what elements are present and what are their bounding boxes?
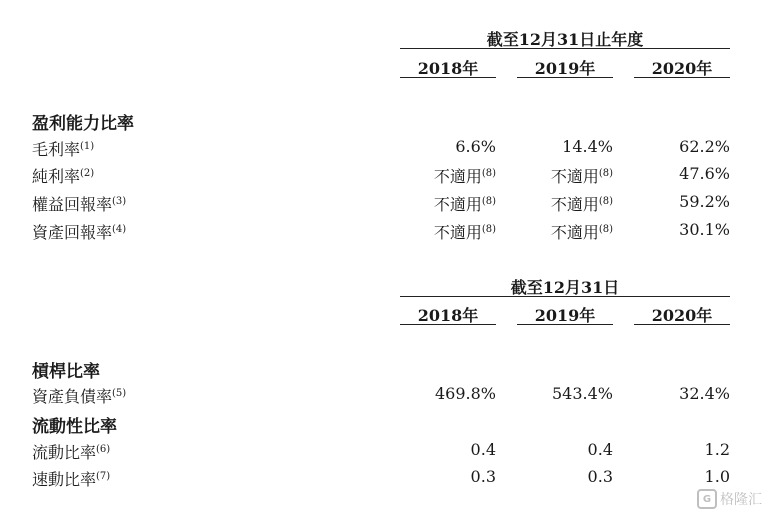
table1-row-label: 純利率$^{(2)}$ bbox=[32, 167, 95, 186]
table1-row-value: 47.6% bbox=[679, 164, 730, 183]
table2-row-value: 1.0 bbox=[704, 467, 730, 486]
table1-row-label: 權益回報率$^{(3)}$ bbox=[32, 195, 127, 214]
table2-year-2018: 2018年 bbox=[417, 306, 479, 325]
table1-row-label: 資產回報率$^{(4)}$ bbox=[32, 223, 127, 242]
table2-period-title: 截至12月31日 bbox=[510, 278, 620, 297]
table2-period-rule bbox=[400, 296, 730, 297]
table2-row-label: 資產負債率$^{(5)}$ bbox=[32, 387, 127, 406]
table2-year-rule-2018 bbox=[400, 324, 496, 325]
table1-row-value: 不適用$^{(8)}$ bbox=[550, 195, 613, 214]
table2-year-rule-2019 bbox=[517, 324, 613, 325]
table2-row-value: 469.8% bbox=[434, 384, 496, 403]
watermark-text: 格隆汇 bbox=[720, 492, 762, 508]
table1-row-value: 不適用$^{(8)}$ bbox=[433, 195, 496, 214]
watermark bbox=[697, 489, 762, 509]
table2-row-value: 0.3 bbox=[587, 467, 613, 486]
table1-row-value: 14.4% bbox=[562, 137, 613, 156]
table2-section-title-leverage: 槓桿比率 bbox=[32, 362, 100, 382]
table1-period-rule bbox=[400, 48, 730, 49]
table2-row-value: 32.4% bbox=[679, 384, 730, 403]
table2-year-rule-2020 bbox=[634, 324, 730, 325]
gelonghui-logo-icon: G bbox=[697, 489, 717, 509]
table1-year-rule-2019 bbox=[517, 77, 613, 78]
table2-row-value: 0.4 bbox=[587, 440, 613, 459]
table1-year-rule-2018 bbox=[400, 77, 496, 78]
table1-year-2020: 2020年 bbox=[651, 59, 713, 78]
table1-row-label: 毛利率$^{(1)}$ bbox=[32, 140, 95, 159]
table1-row-value: 59.2% bbox=[679, 192, 730, 211]
table2-row-label: 流動比率$^{(6)}$ bbox=[32, 443, 111, 462]
table1-year-rule-2020 bbox=[634, 77, 730, 78]
table2-row-value: 543.4% bbox=[551, 384, 613, 403]
table2-row-label: 速動比率$^{(7)}$ bbox=[32, 470, 111, 489]
table2-row-value: 0.4 bbox=[470, 440, 496, 459]
table1-row-value: 不適用$^{(8)}$ bbox=[433, 223, 496, 242]
table1-row-value: 不適用$^{(8)}$ bbox=[550, 223, 613, 242]
table1-period-title: 截至12月31日止年度 bbox=[486, 30, 644, 49]
table1-year-2019: 2019年 bbox=[534, 59, 596, 78]
table2-row-value: 0.3 bbox=[470, 467, 496, 486]
table2-section-title-liquidity: 流動性比率 bbox=[32, 417, 117, 437]
table1-row-value: 30.1% bbox=[679, 220, 730, 239]
table1-row-value: 不適用$^{(8)}$ bbox=[433, 167, 496, 186]
table1-row-value: 6.6% bbox=[455, 137, 496, 156]
table1-row-value: 不適用$^{(8)}$ bbox=[550, 167, 613, 186]
table2-row-value: 1.2 bbox=[704, 440, 730, 459]
table2-year-2019: 2019年 bbox=[534, 306, 596, 325]
table1-year-2018: 2018年 bbox=[417, 59, 479, 78]
table1-section-title: 盈利能力比率 bbox=[32, 114, 134, 134]
table2-year-2020: 2020年 bbox=[651, 306, 713, 325]
table1-row-value: 62.2% bbox=[679, 137, 730, 156]
